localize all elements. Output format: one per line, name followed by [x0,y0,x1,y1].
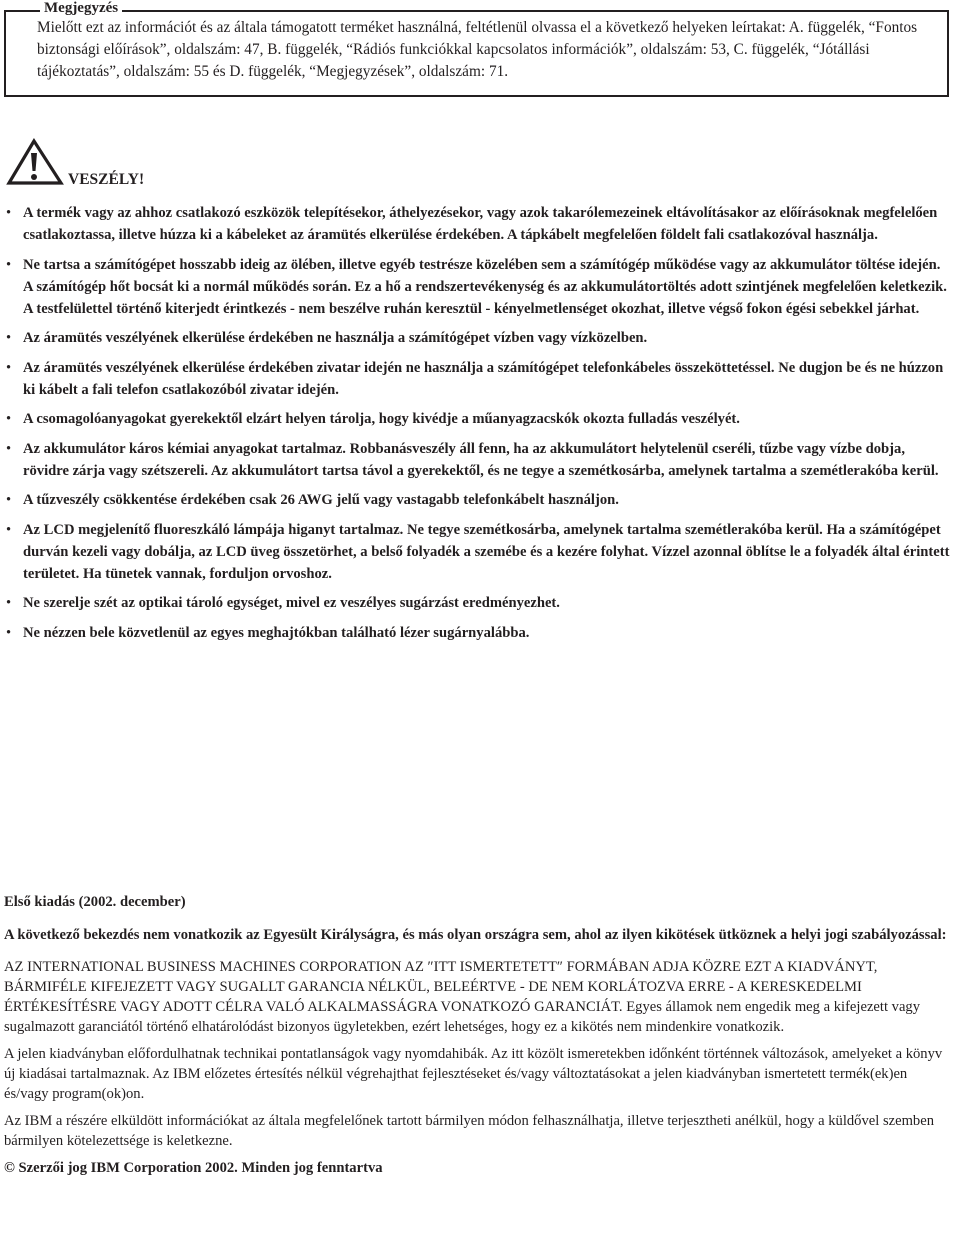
bullet: • [6,595,12,612]
bullet: • [6,624,12,641]
bullet: • [6,440,12,457]
warranty-disclaimer: AZ INTERNATIONAL BUSINESS MACHINES CORPORATION AZ ″ITT ISMERTETETT″ FORMÁBAN ADJA KÖZRE EZT A KIADVÁNYT, BÁRMIFÉLE KIFEJEZETT VAGY SUGALLT GARANCIA NÉLKÜL, BELEÉRTVE - DE NEM KORLÁTOZVA ERRE - A KERESKEDELMI ÉRTÉKESÍTÉSRE VAGY ADOTT CÉLRA VALÓ ALKALMASSÁGRA VONATKOZÓ GARANCIÁT. Egyes államok nem engedik meg a kifejezett vagy sugalmazott garanciától történő elhatárolódást bizonyos ügyletekben, ezért lehetséges, hogy ez a kikötés nem mindenkire vonatkozik. [4,959,921,1035]
note-text: Mielőtt ezt az információt és az általa támogatott terméket használná, feltétlenül olvassa el a következő helyeken leírtakat: A. függelék, “Fontos biztonsági előírások”, oldalszám: 47, B. függelék, “Rádiós funkciókkal kapcsolatos információk”, oldalszám: 53, C. függelék, “Jótállási tájékoztatás”, oldalszám: 55 és D. függelék, “Megjegyzések”, oldalszám: 71. [37,19,918,80]
danger-item-text: A tűzveszély csökkentése érdekében csak 26 AWG jelű vagy vastagabb telefonkábelt használjon. [23,492,619,509]
copyright-line: © Szerzői jog IBM Corporation 2002. Minden jog fenntartva [4,1160,383,1176]
danger-item [6,408,950,430]
danger-item-text: Az áramütés veszélyének elkerülése érdekében ne használja a számítógépet vízben vagy vízközelben. [23,330,648,347]
danger-item-text: Ne szerelje szét az optikai tároló egységet, mivel ez veszélyes sugárzást eredményezhet. [23,595,560,612]
danger-item-text: Az áramütés veszélyének elkerülése érdekében zivatar idején ne használja a számítógépet telefonkábeles összeköttetéssel. Ne dugjon be és ne húzzon ki kábelt a fali telefon csatlakozóból zivatar idején. [23,359,944,399]
danger-item [6,438,950,483]
danger-item-text: Az akkumulátor káros kémiai anyagokat tartalmaz. Robbanásveszély áll fenn, ha az akkumulátort helytelenül cseréli, tűzbe vagy vízbe dobja, rövidre zárja vagy szétszereli. Az akkumulátort tartsa távol a gyerekektől, és ne tegye a szemétkosárba, amelynek tartalma a szemétlerakóba kerül. [23,440,939,479]
danger-item-text: Ne nézzen bele közvetlenül az egyes meghajtókban található lézer sugárnyalábba. [23,624,530,641]
errata-paragraph: A jelen kiadványban előfordulhatnak technikai pontatlanságok vagy nyomdahibák. Az itt közölt ismeretekben időnként történnek változások, amelyeket a könyv új kiadásai tartalmaznak. Az IBM előzetes értesítés nélkül végrehajthat fejlesztéseket és/vagy változtatásokat a jelen kiadványban ismertetett termék(ek)en és/vagy program(ok)on. [4,1046,943,1102]
danger-item [6,489,950,511]
bullet: • [6,205,12,221]
note-box [4,0,949,97]
danger-item [6,202,950,247]
bullet: • [6,492,12,509]
danger-item-text: A termék vagy az ahhoz csatlakozó eszközök telepítésekor, áthelyezésekor, vagy azok takarólemezeinek eltávolításakor az előírásoknak megfelelően csatlakoztassa, illetve húzza ki a kábeleket az áramütés elkerülése érdekében. A tápkábelt megfelelően földelt fali csatlakozóval használja. [23,205,938,244]
note-title: Megjegyzés [40,0,122,17]
bullet: • [6,359,12,376]
bullet: • [6,411,12,428]
danger-item [6,622,950,644]
danger-item-text: Ne tartsa a számítógépet hosszabb ideig az ölében, illetve egyéb testrésze közelében sem a számítógép működése vagy az akkumulátor töltése idején. A számítógép hőt bocsát ki a normál működés során. Ez a hő a rendszertevékenység és az akkumulátortöltés adott szintjének megfelelően keletkezik. A testfelülettel történő kiterjedt érintkezés - nem beszélve ruhán keresztül - kényelmetlenséget okozhat, illetve végső fokon égési sebekkel járhat. [23,256,947,318]
ibm-rights-paragraph: Az IBM a részére elküldött információkat az általa megfelelőnek tartott bármilyen módon felhasználhatja, illetve terjesztheti anélkül, hogy a küldővel szemben bármilyen kötelezettsége is keletkezne. [4,1113,935,1149]
danger-item [6,357,950,402]
edition-notice: Első kiadás (2002. december) [4,894,186,910]
danger-item [6,327,950,349]
bullet: • [6,256,12,273]
bullet: • [6,330,12,347]
danger-item-text: Az LCD megjelenítő fluoreszkáló lámpája higanyt tartalmaz. Ne tegye szemétkosárba, amelynek tartalma szemétlerakóba kerül. Ha a számítógépet durván kezeli vagy dobálja, az LCD üveg összetörhet, a belső folyadék a szemébe és a kezére folyhat. Vízzel azonnal öblítse le a folyadék által érintett területet. Ha tünetek vannak, forduljon orvoshoz. [23,521,950,583]
front-matter [4,892,950,1185]
danger-item-text: A csomagolóanyagokat gyerekektől elzárt helyen tárolja, hogy kivédje a műanyagzacskók okozta fulladás veszélyét. [23,411,740,428]
bullet: • [6,521,12,538]
warning-triangle-icon [5,137,67,191]
danger-item [6,254,950,321]
danger-item [6,592,950,614]
danger-item [6,519,950,586]
danger-list [6,202,950,651]
danger-label: VESZÉLY! [68,171,145,188]
uk-notice: A következő bekezdés nem vonatkozik az Egyesült Királyságra, és más olyan országra sem, ahol az ilyen kikötések ütköznek a helyi jogi szabályozással: [4,927,947,943]
